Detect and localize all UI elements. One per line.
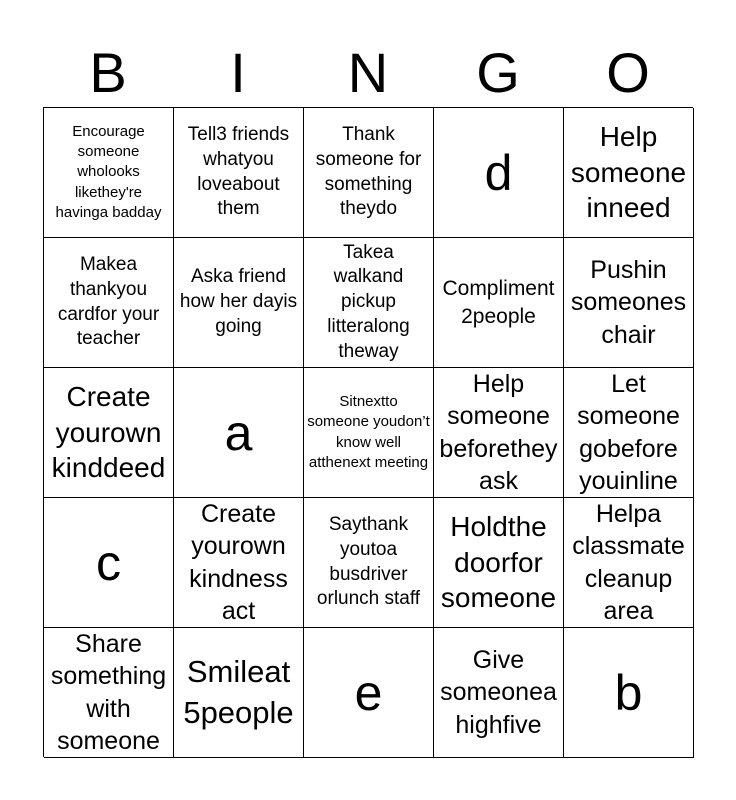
- bingo-cell[interactable]: [434, 498, 564, 628]
- bingo-cell[interactable]: [304, 238, 434, 368]
- header-letter-n: N: [347, 41, 389, 104]
- bingo-cell[interactable]: [304, 108, 434, 238]
- cell-text: Helpa classmate cleanup area: [572, 499, 685, 625]
- bingo-cell[interactable]: [564, 238, 694, 368]
- bingo-cell[interactable]: [174, 628, 304, 758]
- bingo-cell[interactable]: [44, 368, 174, 498]
- bingo-cell[interactable]: [44, 498, 174, 628]
- bingo-board: [43, 107, 693, 757]
- cell-text: Compliment 2people: [442, 276, 555, 328]
- cell-text: Takea walkand pickup litteralong theway: [327, 241, 410, 362]
- bingo-cell[interactable]: [564, 368, 694, 498]
- bingo-cell[interactable]: [44, 628, 174, 758]
- bingo-cell[interactable]: [174, 498, 304, 628]
- cell-text: Create yourown kinddeed: [51, 380, 166, 484]
- cell-text: Give someonea highfive: [440, 645, 557, 739]
- cell-text: Tell3 friends whatyou loveabout them: [187, 124, 290, 220]
- cell-text: Sitnextto someone youdon’t know well atthenext meeting: [307, 393, 430, 471]
- cell-text: Pushin someones chair: [570, 255, 687, 349]
- bingo-cell[interactable]: [304, 498, 434, 628]
- bingo-cell[interactable]: [304, 628, 434, 758]
- bingo-cell[interactable]: [304, 368, 434, 498]
- header-letter-g: G: [476, 41, 520, 104]
- cell-text: a: [224, 404, 253, 461]
- cell-text: Saythank youtoa busdriver orlunch staff: [316, 514, 421, 610]
- cell-text: Smileat 5people: [183, 654, 294, 730]
- bingo-cell[interactable]: [564, 498, 694, 628]
- bingo-cell[interactable]: [434, 368, 564, 498]
- bingo-cell[interactable]: [174, 368, 304, 498]
- bingo-cell[interactable]: [174, 108, 304, 238]
- cell-text: Encourage someone wholooks likethey're havinga badday: [55, 122, 162, 221]
- cell-text: Share something with someone: [50, 629, 167, 755]
- bingo-cell[interactable]: [434, 238, 564, 368]
- cell-text: e: [354, 664, 383, 721]
- cell-text: b: [614, 664, 643, 721]
- bingo-cell[interactable]: [174, 238, 304, 368]
- bingo-header: [43, 40, 693, 106]
- cell-text: Help someone inneed: [570, 120, 687, 224]
- bingo-cell[interactable]: [434, 108, 564, 238]
- header-letter-o: O: [606, 41, 650, 104]
- bingo-cell[interactable]: [44, 108, 174, 238]
- cell-text: c: [96, 534, 121, 591]
- cell-text: Makea thankyou cardfor your teacher: [57, 254, 160, 350]
- cell-text: d: [484, 144, 513, 201]
- cell-text: Create yourown kindness act: [189, 499, 288, 625]
- cell-text: Thank someone for something theydo: [315, 124, 422, 220]
- header-letter-b: B: [89, 41, 127, 104]
- header-letter-i: I: [230, 41, 246, 104]
- cell-text: Help someone beforethey ask: [439, 369, 558, 495]
- bingo-cell[interactable]: [564, 628, 694, 758]
- cell-text: Let someone gobefore youinline: [577, 369, 680, 495]
- bingo-cell[interactable]: [44, 238, 174, 368]
- bingo-cell[interactable]: [434, 628, 564, 758]
- cell-text: Holdthe doorfor someone: [440, 510, 557, 614]
- bingo-cell[interactable]: [564, 108, 694, 238]
- cell-text: Aska friend how her dayis going: [179, 266, 298, 337]
